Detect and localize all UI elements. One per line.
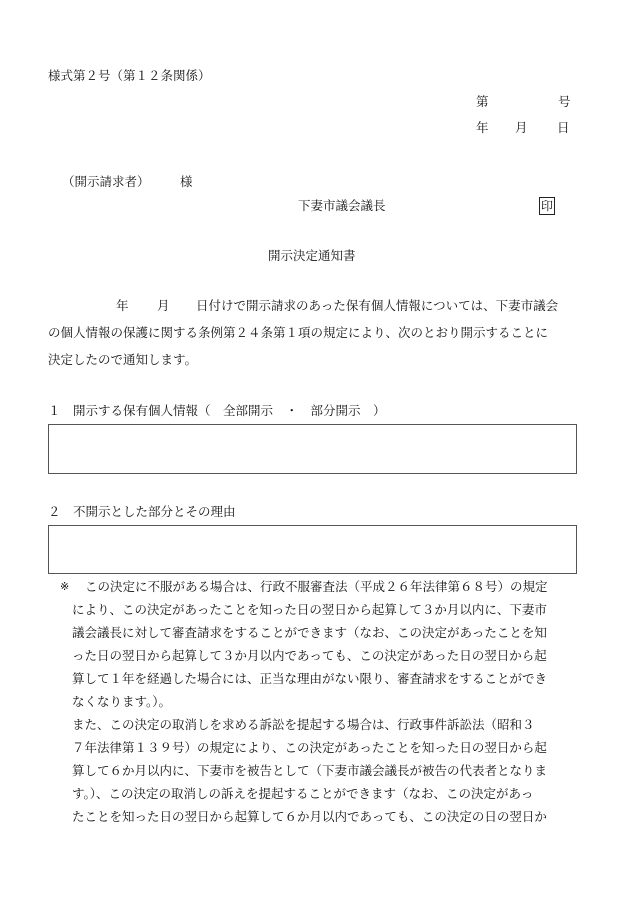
intro-month: 月 — [157, 298, 170, 313]
issuer-name: 下妻市議会議長 — [298, 198, 386, 213]
note-para1-line-2: により、この決定があったことを知った日の翌日から起算して３か月以内に、下妻市 — [72, 602, 547, 617]
note-para2-line-1: また、この決定の取消しを求める訴訟を提起する場合は、行政事件訴訟法（昭和３ — [72, 717, 535, 732]
note-para1-line-4: った日の翌日から起算して３か月以内であっても、この決定があった日の翌日から起 — [72, 648, 547, 663]
date-day: 日 — [557, 120, 570, 135]
note-para1-line-6: なくなります。）。 — [72, 694, 172, 709]
date-year: 年 — [476, 120, 489, 135]
note-para1-line-3: 議会議長に対して審査請求をすることができます（なお、この決定があったことを知 — [72, 625, 547, 640]
note-para2-line-5: たことを知った日の翌日から起算して６か月以内であっても、この決定の日の翌日か — [72, 809, 547, 824]
note-para1-line-5: 算して１年を経過した場合には、正当な理由がない限り、審査請求をすることができ — [72, 671, 548, 686]
intro-line-3: 決定したので通知します。 — [48, 352, 198, 367]
section2-box — [48, 525, 577, 574]
note-para1-line-1: この決定に不服がある場合は、行政不服審査法（平成２６年法律第６８号）の規定 — [85, 579, 548, 594]
note-para2-line-4: す。）、この決定の取消しの訴えを提起することができます（なお、この決定があっ — [72, 786, 534, 801]
section1-box — [48, 424, 577, 474]
note-para2-line-3: 算して６か月以内に、下妻市を被告として（下妻市議会議長が被告の代表者となりま — [72, 763, 548, 778]
note-mark: ※ — [60, 580, 70, 593]
intro-year: 年 — [116, 298, 129, 313]
intro-line-1: 日付けで開示請求のあった保有個人情報については、下妻市議会 — [196, 298, 559, 313]
date-month: 月 — [515, 120, 528, 135]
number-prefix: 第 — [476, 94, 489, 109]
number-suffix: 号 — [558, 94, 571, 109]
requester-label: （開示請求者） — [62, 174, 150, 189]
intro-line-2: の個人情報の保護に関する条例第２４条第１項の規定により、次のとおり開示することに — [48, 325, 549, 340]
section1-label: １ 開示する保有個人情報（ 全部開示 ・ 部分開示 ） — [48, 403, 386, 418]
seal-stamp: 印 — [540, 199, 553, 213]
note-para2-line-2: ７年法律第１３９号）の規定により、この決定があったことを知った日の翌日から起 — [72, 740, 547, 755]
section2-label: ２ 不開示とした部分とその理由 — [48, 504, 236, 519]
honorific: 様 — [180, 174, 193, 189]
document-title: 開示決定通知書 — [268, 248, 356, 263]
form-label: 様式第２号（第１２条関係） — [48, 68, 211, 83]
